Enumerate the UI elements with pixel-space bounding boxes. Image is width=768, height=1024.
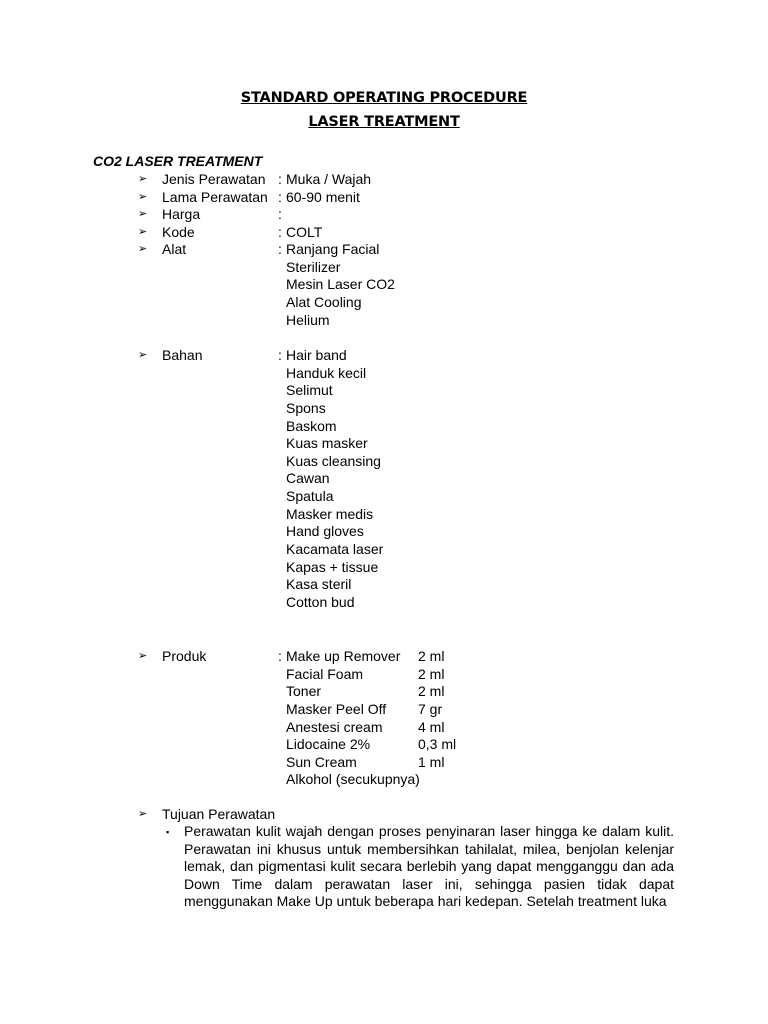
arrow-bullet-icon: ➢ — [138, 243, 148, 255]
list-item-text: Hand gloves — [286, 523, 364, 539]
tujuan-paragraph: Perawatan kulit wajah dengan proses penyinaran laser hingga ke dalam kulit. Perawatan ini khusus untuk membersihkan tahilalat, milea, benjolan kelenjar lemak, dan pigmentasi kulit secara berlebih yang dapat mengganggu dan ada Down Time dalam perawatan laser ini, sehingga pasien tidak dapat menggunakan Make Up untuk beberapa hari kedepan. Setelah treatment luka — [184, 823, 674, 910]
product-qty: 2 ml — [418, 666, 445, 682]
field-label: Bahan — [162, 347, 203, 363]
product-qty: 0,3 ml — [418, 736, 457, 752]
field-label: Lama Perawatan — [162, 189, 268, 205]
list-item-text: Masker medis — [286, 506, 374, 522]
field-colon: : — [278, 347, 282, 363]
product-qty: 2 ml — [418, 683, 445, 699]
list-item-text: Baskom — [286, 418, 337, 434]
field-value: Muka / Wajah — [286, 171, 372, 187]
field-colon: : — [278, 171, 282, 187]
list-item-text: Kasa steril — [286, 576, 352, 592]
field-label: Kode — [162, 224, 195, 240]
arrow-bullet-icon: ➢ — [138, 349, 148, 361]
list-item-text: Sterilizer — [286, 259, 341, 275]
product-name: Toner — [286, 683, 322, 699]
list-item-text: Selimut — [286, 382, 333, 398]
field-colon: : — [278, 189, 282, 205]
product-name: Sun Cream — [286, 754, 357, 770]
doc-subtitle: LASER TREATMENT — [308, 114, 460, 130]
list-item-text: Ranjang Facial — [286, 241, 380, 257]
arrow-bullet-icon: ➢ — [138, 173, 148, 185]
field-colon: : — [278, 241, 282, 257]
product-qty: 4 ml — [418, 719, 445, 735]
list-item-text: Cotton bud — [286, 594, 355, 610]
product-name: Alkohol (secukupnya) — [286, 771, 420, 787]
product-qty: 7 gr — [418, 701, 443, 717]
field-label: Produk — [162, 648, 207, 664]
field-label: Alat — [162, 241, 187, 257]
product-name: Anestesi cream — [286, 719, 383, 735]
arrow-bullet-icon: ➢ — [138, 208, 148, 220]
list-item-text: Kapas + tissue — [286, 559, 379, 575]
field-colon: : — [278, 224, 282, 240]
list-item-text: Kacamata laser — [286, 541, 384, 557]
arrow-bullet-icon: ➢ — [138, 650, 148, 662]
list-item-text: Handuk kecil — [286, 365, 367, 381]
field-label: Jenis Perawatan — [162, 171, 266, 187]
product-qty: 1 ml — [418, 754, 445, 770]
arrow-bullet-icon: ➢ — [138, 808, 148, 820]
list-item-text: Hair band — [286, 347, 347, 363]
list-item-text: Helium — [286, 312, 330, 328]
section-heading: CO2 LASER TREATMENT — [93, 153, 263, 169]
field-label: Harga — [162, 206, 201, 222]
list-item-text: Kuas masker — [286, 435, 368, 451]
arrow-bullet-icon: ➢ — [138, 226, 148, 238]
arrow-bullet-icon: ➢ — [138, 191, 148, 203]
product-name: Facial Foam — [286, 666, 364, 682]
product-name: Masker Peel Off — [286, 701, 387, 717]
field-value: 60-90 menit — [286, 189, 360, 205]
list-item-text: Spons — [286, 400, 326, 416]
list-item-text: Kuas cleansing — [286, 453, 381, 469]
field-value: COLT — [286, 224, 323, 240]
field-colon: : — [278, 648, 282, 664]
list-item-text: Alat Cooling — [286, 294, 362, 310]
product-qty: 2 ml — [418, 648, 445, 664]
list-item-text: Spatula — [286, 488, 334, 504]
field-label: Tujuan Perawatan — [162, 806, 276, 822]
doc-title: STANDARD OPERATING PROCEDURE — [240, 90, 528, 106]
product-name: Make up Remover — [286, 648, 401, 664]
field-colon: : — [278, 206, 282, 222]
product-name: Lidocaine 2% — [286, 736, 371, 752]
square-bullet-icon: ▪ — [166, 827, 170, 837]
list-item-text: Mesin Laser CO2 — [286, 276, 395, 292]
list-item-text: Cawan — [286, 470, 330, 486]
